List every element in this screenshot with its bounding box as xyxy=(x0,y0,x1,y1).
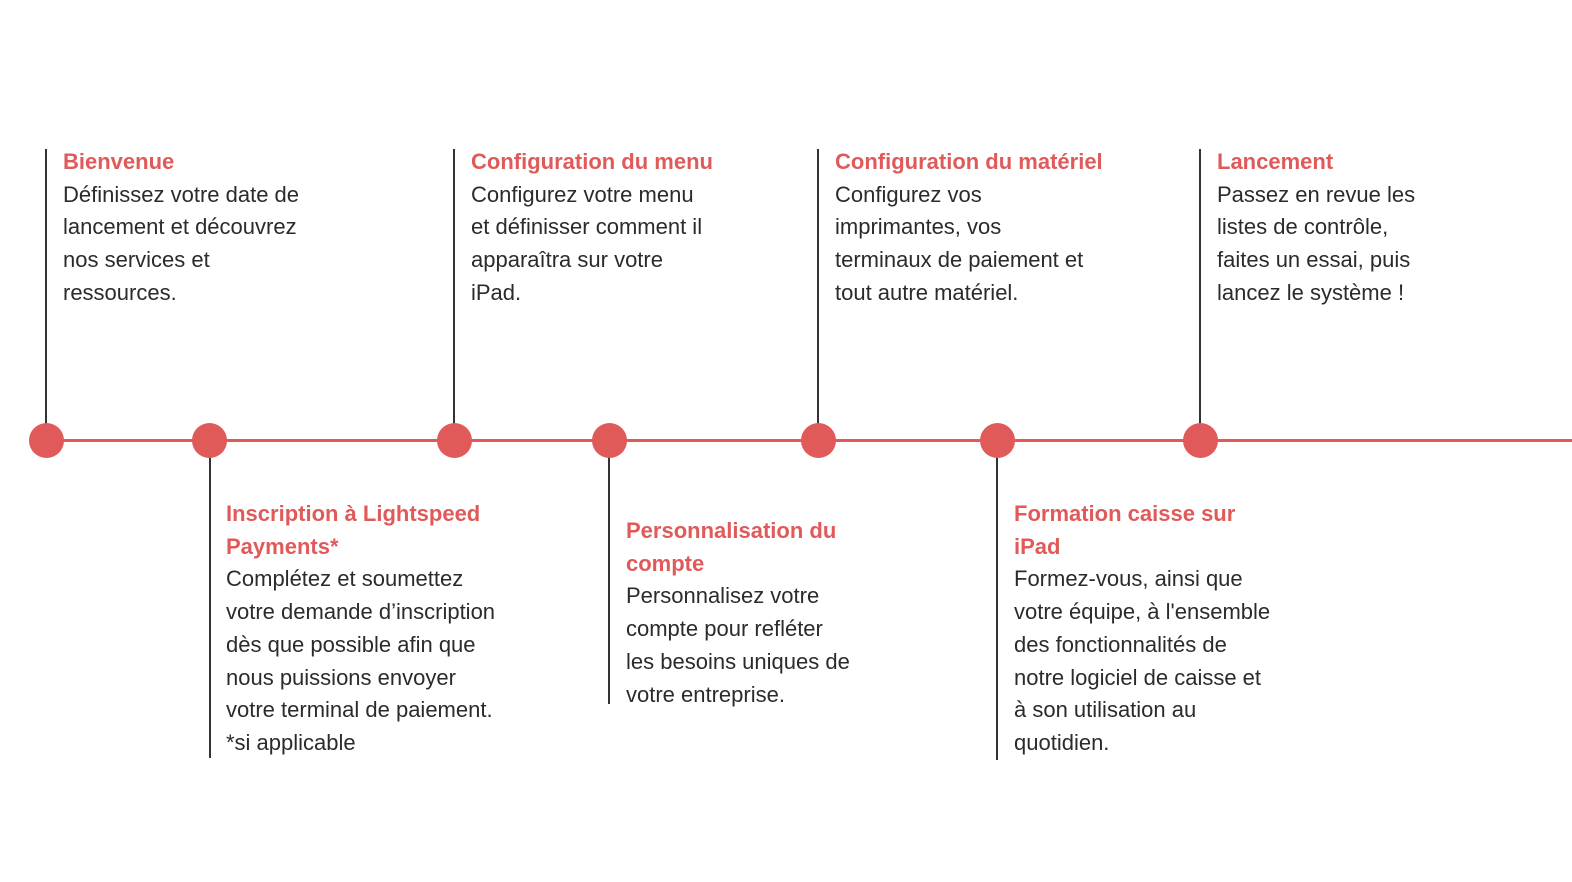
step-5-connector xyxy=(817,149,819,440)
step-3-node xyxy=(437,423,472,458)
step-2-description: Complétez et soumettez votre demande d’inscription dès que possible afin que nous puissions envoyer votre terminal de paiement. *si applicable xyxy=(226,566,496,756)
step-4-title: Personnalisation du compte xyxy=(626,518,837,576)
step-5-description: Configurez vos imprimantes, vos terminaux de paiement et tout autre matériel. xyxy=(835,181,1084,305)
step-6-description: Formez-vous, ainsi que votre équipe, à l'ensemble des fonctionnalités de notre logiciel de caisse et à son utilisation au quotidien. xyxy=(1014,566,1271,756)
step-2-node xyxy=(192,423,227,458)
step-5 xyxy=(835,146,1165,310)
step-7-node xyxy=(1183,423,1218,458)
step-5-node xyxy=(801,423,836,458)
step-6 xyxy=(1014,498,1344,760)
step-6-connector xyxy=(996,441,998,760)
step-2-connector xyxy=(209,441,211,758)
step-7-connector xyxy=(1199,149,1201,440)
step-6-node xyxy=(980,423,1015,458)
step-3-title: Configuration du menu xyxy=(471,149,713,174)
step-2-title: Inscription à Lightspeed Payments* xyxy=(226,501,481,559)
step-7 xyxy=(1217,146,1517,310)
step-1 xyxy=(63,146,363,310)
step-7-title: Lancement xyxy=(1217,149,1334,174)
step-4 xyxy=(626,515,926,711)
step-4-node xyxy=(592,423,627,458)
step-3-connector xyxy=(453,149,455,440)
step-3 xyxy=(471,146,791,310)
step-4-connector xyxy=(608,441,610,704)
step-1-title: Bienvenue xyxy=(63,149,175,174)
step-5-title: Configuration du matériel xyxy=(835,149,1103,174)
step-1-description: Définissez votre date de lancement et découvrez nos services et ressources. xyxy=(63,181,300,305)
step-6-title: Formation caisse sur iPad xyxy=(1014,501,1236,559)
step-7-description: Passez en revue les listes de contrôle, faites un essai, puis lancez le système ! xyxy=(1217,181,1416,305)
step-4-description: Personnalisez votre compte pour refléter les besoins uniques de votre entreprise. xyxy=(626,583,850,707)
step-1-node xyxy=(29,423,64,458)
step-1-connector xyxy=(45,149,47,440)
step-3-description: Configurez votre menu et définisser comment il apparaîtra sur votre iPad. xyxy=(471,181,703,305)
step-2 xyxy=(226,498,566,760)
